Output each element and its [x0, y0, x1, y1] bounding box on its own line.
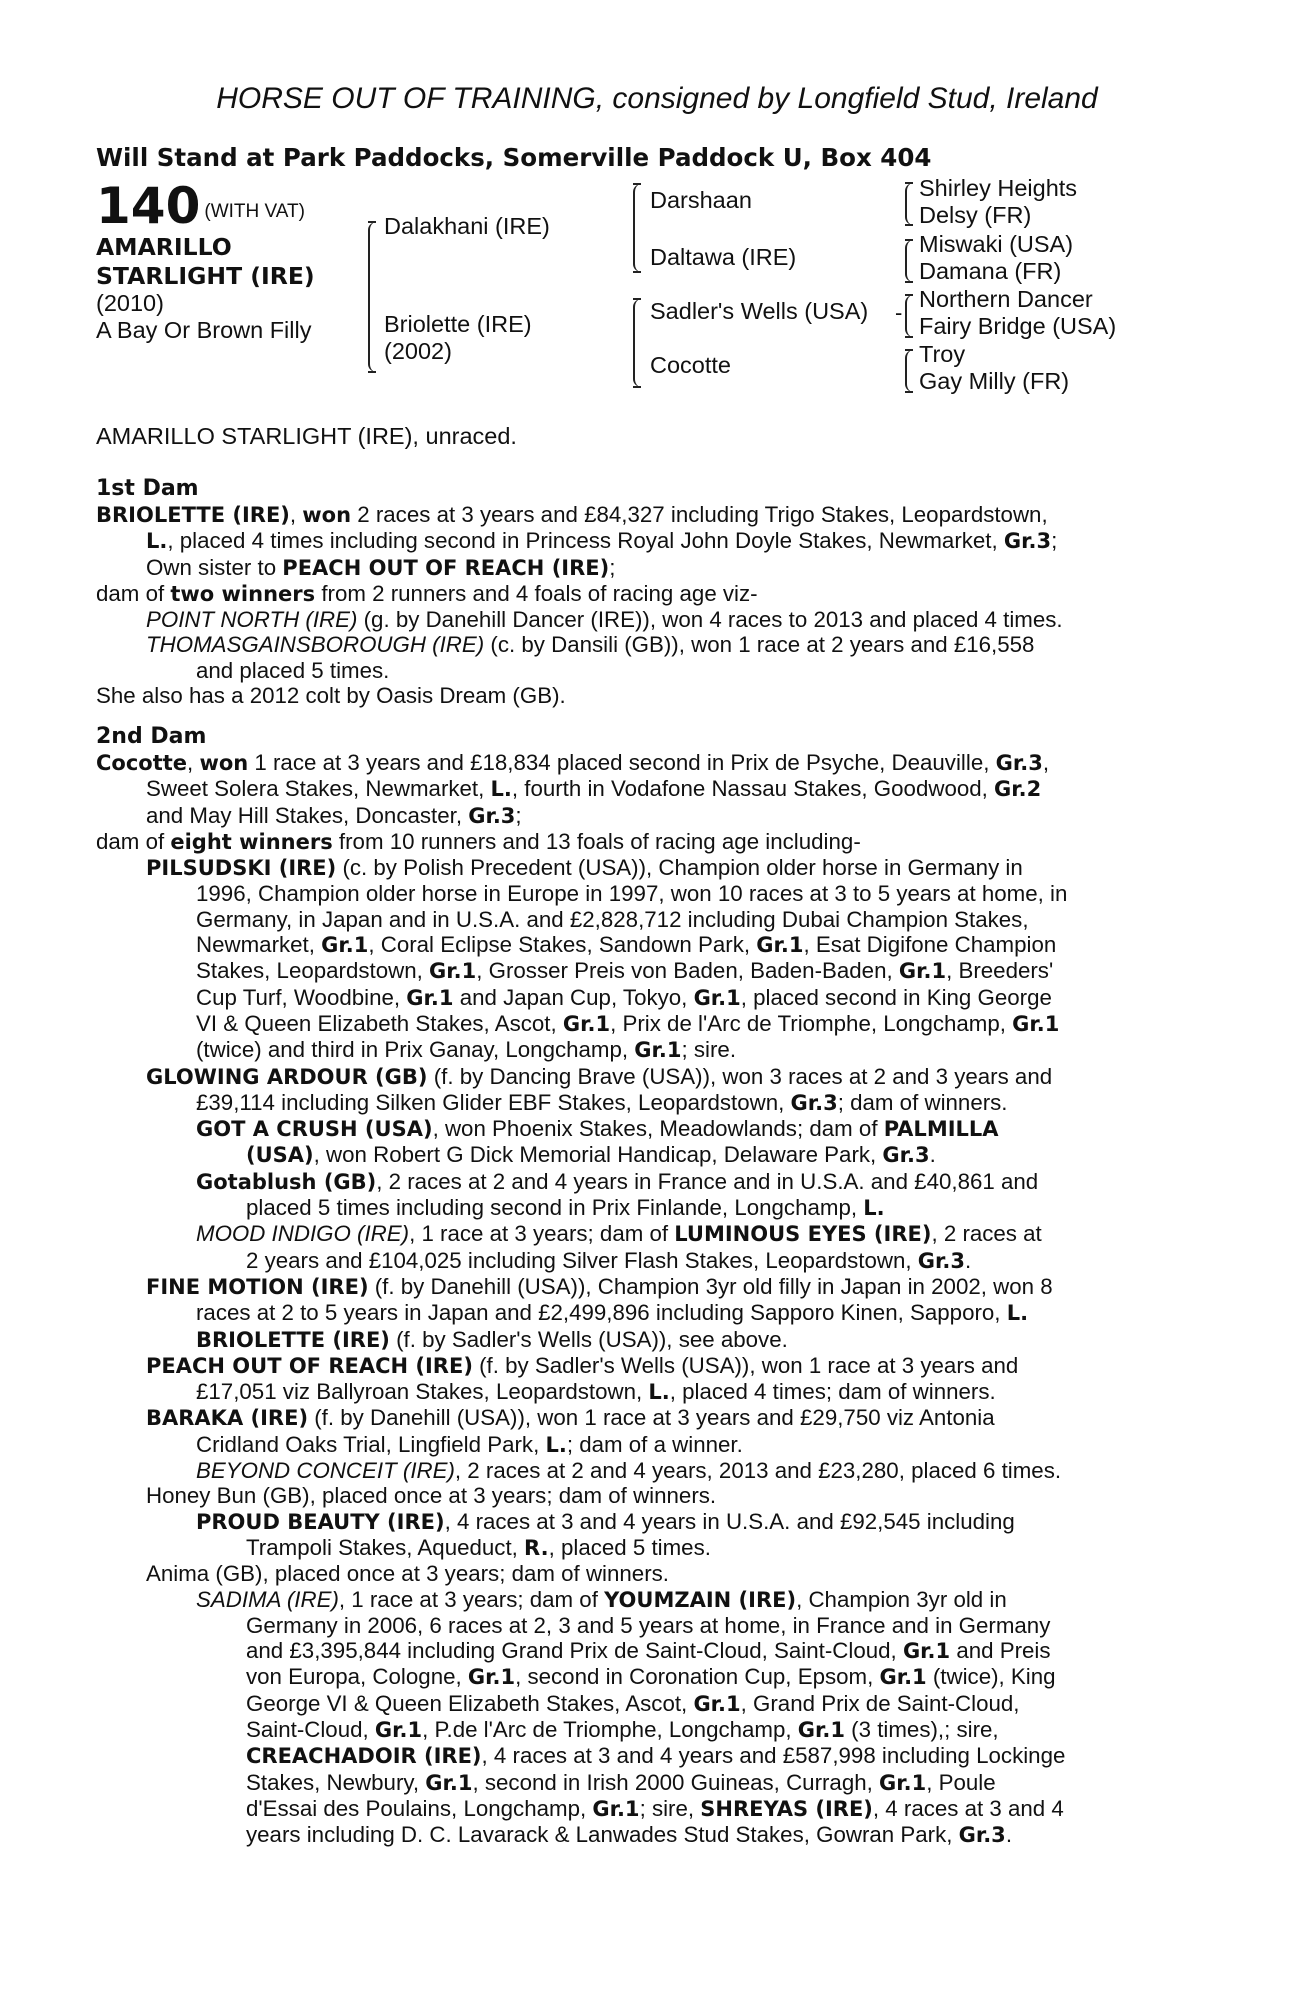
text-fragment: , Grand Prix de Saint-Cloud,	[740, 1690, 1020, 1716]
text-fragment: , placed 5 times.	[548, 1534, 711, 1560]
brace-connector: -	[895, 300, 903, 325]
text-fragment: George VI & Queen Elizabeth Stakes, Ascot,	[246, 1690, 694, 1716]
text-fragment: Cup Turf, Woodbine,	[196, 984, 407, 1010]
text-fragment: L.	[863, 1196, 885, 1221]
brace-sire-line	[633, 184, 641, 272]
text-fragment: two winners	[170, 581, 316, 606]
text-fragment: PEACH OUT OF REACH (IRE)	[146, 1353, 473, 1378]
text-fragment: ; dam of winners.	[837, 1089, 1008, 1115]
first-dam-heading: 1st Dam	[96, 476, 199, 501]
gen3-8: Gay Milly (FR)	[919, 368, 1070, 394]
text-fragment: POINT NORTH (IRE)	[146, 607, 358, 633]
second-dam-line	[96, 1064, 1206, 1090]
text-fragment: 1 race at 3 years and £18,834 placed second in Prix de Psyche, Deauville,	[248, 750, 996, 775]
first-dam-section	[96, 476, 1206, 708]
first-dam-line: BRIOLETTE (IRE), won 2 races at 3 years and £84,327 including Trigo Stakes, Leopardstown,	[96, 502, 1048, 527]
second-dam-line	[96, 803, 1206, 829]
text-fragment: Gr.1	[797, 1717, 845, 1742]
brace-daltawa	[905, 240, 913, 282]
text-fragment: dam of	[96, 580, 171, 606]
text-fragment: Gr.3	[995, 751, 1043, 775]
horse-year: (2010)	[96, 290, 164, 316]
second-dam-heading: 2nd Dam	[96, 724, 207, 749]
text-fragment: eight winners	[170, 829, 333, 854]
second-dam-line	[96, 1300, 1206, 1326]
text-fragment: ,	[1042, 750, 1050, 775]
second-dam-line	[96, 907, 1206, 932]
text-fragment: YOUMZAIN (IRE)	[604, 1587, 797, 1612]
unraced-note: AMARILLO STARLIGHT (IRE), unraced.	[96, 423, 517, 449]
text-fragment: Germany in 2006, 6 races at 2, 3 and 5 years at home, in France and in Germany	[246, 1612, 1051, 1638]
text-fragment: Gr.1	[406, 985, 454, 1010]
text-fragment: 2 years and £104,025 including Silver Flash Stakes, Leopardstown,	[246, 1247, 918, 1273]
text-fragment: PILSUDSKI (IRE)	[146, 856, 337, 881]
text-fragment: (f. by Sadler's Wells (USA)), see above.	[389, 1326, 788, 1352]
text-fragment: L.	[146, 529, 168, 554]
gen3-4: Damana (FR)	[919, 258, 1062, 284]
text-fragment: (f. by Sadler's Wells (USA)), won 1 race at 3 years and	[472, 1352, 1019, 1378]
text-fragment: Gr.1	[429, 959, 477, 984]
sire: Dalakhani (IRE)	[384, 213, 550, 239]
text-fragment: Gr.2	[994, 777, 1042, 802]
text-fragment: Gr.1	[879, 1665, 927, 1690]
text-fragment: Own sister to	[146, 554, 283, 580]
second-dam-line	[96, 1405, 1206, 1431]
text-fragment: (USA)	[246, 1143, 314, 1168]
text-fragment: from 2 runners and 4 foals of racing age viz-	[315, 580, 758, 606]
text-fragment: , P.de l'Arc de Triomphe, Longchamp,	[422, 1716, 798, 1742]
text-fragment: (g. by Danehill Dancer (IRE)), won 4 races to 2013 and placed 4 times.	[357, 607, 1063, 633]
text-fragment: Gr.1	[898, 959, 947, 984]
text-fragment: Newmarket,	[196, 932, 322, 958]
text-fragment: (f. by Danehill (USA)), Champion 3yr old filly in Japan in 2002, won 8	[368, 1273, 1053, 1299]
text-fragment: Anima (GB), placed once at 3 years; dam of winners.	[146, 1561, 669, 1587]
text-fragment: Cridland Oaks Trial, Lingfield Park,	[196, 1431, 546, 1457]
text-fragment: , won Robert G Dick Memorial Handicap, Delaware Park,	[313, 1142, 883, 1168]
second-dam-line	[96, 1509, 1206, 1535]
text-fragment: won	[302, 503, 352, 527]
gen3-6: Fairy Bridge (USA)	[919, 313, 1117, 339]
text-fragment: , 4 races at 3 and 4	[872, 1795, 1064, 1821]
text-fragment: R.	[524, 1535, 549, 1560]
second-dam-line	[96, 1717, 1206, 1743]
text-fragment: , placed 4 times including second in Princess Royal John Doyle Stakes, Newmarket,	[167, 528, 1004, 554]
text-fragment: d'Essai des Poulains, Longchamp,	[246, 1795, 593, 1821]
text-fragment: PROUD BEAUTY (IRE)	[196, 1509, 445, 1534]
sire-sire: Darshaan	[650, 187, 752, 213]
second-dam-line	[96, 1822, 1206, 1848]
text-fragment: ; sire,	[639, 1795, 701, 1821]
second-dam-line	[96, 1535, 1206, 1561]
second-dam-line	[96, 1169, 1206, 1195]
second-dam-line	[96, 881, 1206, 906]
text-fragment: PALMILLA	[883, 1117, 999, 1142]
second-dam-line	[96, 985, 1206, 1011]
text-fragment: , Prix de l'Arc de Triomphe, Longchamp,	[610, 1010, 1013, 1036]
text-fragment: , 1 race at 3 years; dam of	[338, 1586, 605, 1612]
text-fragment: Gr.1	[693, 1691, 741, 1716]
text-fragment: Cocotte	[96, 751, 188, 775]
second-dam-line	[96, 1587, 1206, 1613]
text-fragment: dam of	[96, 828, 171, 854]
text-fragment: , won Phoenix Stakes, Meadowlands; dam of	[432, 1116, 884, 1142]
text-fragment: GLOWING ARDOUR (GB)	[146, 1064, 428, 1089]
text-fragment: ; dam of a winner.	[566, 1431, 743, 1457]
second-dam-line	[96, 1327, 1206, 1353]
text-fragment: Trampoli Stakes, Aqueduct,	[246, 1534, 525, 1560]
horse-name	[96, 233, 315, 291]
text-fragment: , 2 races at 2 and 4 years, 2013 and £23,280, placed 6 times.	[454, 1458, 1062, 1484]
text-fragment: £17,051 viz Ballyroan Stakes, Leopardstown,	[196, 1379, 649, 1405]
brace-cocotte	[905, 350, 913, 392]
text-fragment: , 1 race at 3 years; dam of	[409, 1221, 675, 1247]
text-fragment: .	[965, 1247, 972, 1273]
text-fragment: Germany, in Japan and in U.S.A. and £2,828,712 including Dubai Champion Stakes,	[196, 906, 1029, 932]
text-fragment: , placed second in King George	[740, 984, 1052, 1010]
first-dam-line	[96, 658, 1206, 683]
second-dam-line	[96, 855, 1206, 881]
text-fragment: 2 races at 3 years and £84,327 including Trigo Stakes, Leopardstown,	[351, 502, 1048, 527]
text-fragment: THOMASGAINSBOROUGH (IRE)	[146, 632, 485, 658]
text-fragment: (3 times),; sire,	[844, 1716, 999, 1742]
second-dam-line	[96, 1770, 1206, 1796]
text-fragment: (c. by Dansili (GB)), won 1 race at 2 years and £16,558	[484, 632, 1035, 658]
sire-dam: Daltawa (IRE)	[650, 244, 797, 270]
second-dam-line	[96, 1664, 1206, 1690]
text-fragment: , Coral Eclipse Stakes, Sandown Park,	[368, 932, 757, 958]
first-dam-line	[96, 581, 1206, 607]
gen3-1: Shirley Heights	[919, 175, 1078, 201]
dam-sire: Sadler's Wells (USA)	[650, 298, 869, 324]
horse-name-line1: AMARILLO	[96, 233, 232, 261]
text-fragment: from 10 runners and 13 foals of racing age including-	[332, 828, 861, 854]
text-fragment: Gr.3	[917, 1248, 965, 1273]
text-fragment: , 2 races at	[931, 1221, 1042, 1247]
second-dam-line	[96, 1483, 1206, 1508]
text-fragment: ; sire.	[681, 1037, 737, 1063]
text-fragment: , Esat Digifone Champion	[803, 932, 1057, 958]
text-fragment: £39,114 including Silken Glider EBF Stakes, Leopardstown,	[196, 1089, 791, 1115]
first-dam-line	[96, 528, 1206, 554]
second-dam-line	[96, 1353, 1206, 1379]
text-fragment: Gr.3	[1003, 529, 1052, 554]
text-fragment: L.	[545, 1432, 567, 1457]
second-dam-line	[96, 1379, 1206, 1405]
text-fragment: Gr.1	[467, 1665, 516, 1690]
text-fragment: (f. by Danehill (USA)), won 1 race at 3 years and £29,750 viz Antonia	[308, 1405, 995, 1431]
text-fragment: Gr.3	[958, 1823, 1006, 1848]
first-dam-line	[96, 632, 1206, 657]
text-fragment: (twice) and third in Prix Ganay, Longchamp,	[196, 1037, 635, 1063]
dam-dam: Cocotte	[650, 352, 731, 378]
text-fragment: Gr.1	[902, 1639, 951, 1664]
second-dam-line	[96, 1638, 1206, 1664]
text-fragment: .	[929, 1142, 936, 1168]
second-dam-line	[96, 1221, 1206, 1247]
brace-darshaan	[905, 183, 913, 225]
brace-sadlers-wells	[905, 295, 913, 337]
text-fragment: VI & Queen Elizabeth Stakes, Ascot,	[196, 1010, 563, 1036]
text-fragment: Gr.1	[321, 933, 369, 958]
second-dam-line	[96, 1691, 1206, 1717]
text-fragment: Gr.1	[756, 933, 804, 958]
brace-generation-1	[368, 222, 376, 372]
second-dam-line	[96, 1142, 1206, 1168]
text-fragment: years including D. C. Lavarack & Lanwades Stud Stakes, Gowran Park,	[246, 1822, 959, 1848]
text-fragment: and Japan Cup, Tokyo,	[453, 984, 694, 1010]
text-fragment: races at 2 to 5 years in Japan and £2,499,896 including Sapporo Kinen, Sapporo,	[196, 1300, 1007, 1326]
text-fragment: Gr.3	[790, 1090, 838, 1115]
text-fragment: won	[199, 751, 249, 775]
second-dam-line	[96, 958, 1206, 984]
text-fragment: CREACHADOIR (IRE)	[246, 1744, 482, 1769]
second-dam-line	[96, 1796, 1206, 1822]
text-fragment: (twice), King	[926, 1664, 1056, 1690]
text-fragment: 1996, Champion older horse in Europe in 1997, won 10 races at 3 to 5 years at home, in	[196, 881, 1068, 907]
text-fragment: L.	[1006, 1301, 1029, 1326]
text-fragment: ;	[1051, 528, 1058, 554]
gen3-3: Miswaki (USA)	[919, 231, 1074, 257]
second-dam-line	[96, 1037, 1206, 1063]
gen3-2: Delsy (FR)	[919, 202, 1032, 228]
text-fragment: Gr.1	[693, 985, 741, 1010]
lot-number: 140	[96, 177, 201, 235]
second-dam-line	[96, 776, 1206, 802]
second-dam-line	[96, 1011, 1206, 1037]
text-fragment: Gotablush (GB)	[196, 1169, 377, 1194]
text-fragment: , 4 races at 3 and 4 years in U.S.A. and £92,545 including	[444, 1508, 1015, 1534]
text-fragment: Gr.1	[1012, 1011, 1060, 1036]
text-fragment: SADIMA (IRE)	[196, 1586, 339, 1612]
text-fragment: ;	[609, 554, 616, 580]
second-dam-line	[96, 829, 1206, 855]
text-fragment: LUMINOUS EYES (IRE)	[674, 1222, 932, 1247]
text-fragment: , second in Irish 2000 Guineas, Curragh,	[472, 1769, 880, 1795]
text-fragment: Gr.3	[468, 803, 516, 828]
text-fragment: Gr.1	[374, 1717, 423, 1742]
text-fragment: Stakes, Newbury,	[246, 1769, 426, 1795]
text-fragment: FINE MOTION (IRE)	[146, 1274, 369, 1299]
dam-year: (2002)	[384, 338, 452, 364]
text-fragment: BRIOLETTE (IRE)	[196, 1327, 390, 1352]
stand-location: Will Stand at Park Paddocks, Somerville Paddock U, Box 404	[96, 143, 932, 172]
text-fragment: Gr.1	[879, 1770, 927, 1795]
text-fragment: , Poule	[926, 1769, 996, 1795]
first-dam-line	[96, 607, 1206, 632]
text-fragment: , Grosser Preis von Baden, Baden-Baden,	[476, 958, 899, 984]
second-dam-line	[96, 1613, 1206, 1638]
second-dam-line	[96, 1458, 1206, 1483]
text-fragment: .	[1005, 1822, 1013, 1848]
text-fragment: Gr.1	[592, 1796, 640, 1821]
text-fragment: ,	[187, 750, 200, 775]
text-fragment: and Preis	[950, 1638, 1051, 1664]
second-dam-line	[96, 1743, 1206, 1769]
second-dam-line	[96, 1090, 1206, 1116]
text-fragment: placed 5 times including second in Prix Finlande, Longchamp,	[246, 1195, 864, 1221]
text-fragment: Saint-Cloud,	[246, 1716, 375, 1742]
second-dam-line	[96, 932, 1206, 958]
lot-number-block	[96, 177, 305, 235]
text-fragment: and placed 5 times.	[196, 657, 390, 683]
text-fragment: BRIOLETTE (IRE)	[96, 503, 290, 527]
text-fragment: GOT A CRUSH (USA)	[196, 1117, 433, 1142]
text-fragment: SHREYAS (IRE)	[700, 1796, 873, 1821]
first-dam-line	[96, 683, 1206, 708]
text-fragment: PEACH OUT OF REACH (IRE)	[282, 555, 610, 580]
text-fragment: , second in Coronation Cup, Epsom,	[515, 1664, 880, 1690]
second-dam-line	[96, 1116, 1206, 1142]
text-fragment: , 2 races at 2 and 4 years in France and in U.S.A. and £40,861 and	[376, 1168, 1039, 1194]
second-dam-line	[96, 1274, 1206, 1300]
text-fragment: Gr.1	[425, 1770, 473, 1795]
text-fragment: BEYOND CONCEIT (IRE)	[196, 1458, 455, 1484]
text-fragment: She also has a 2012 colt by Oasis Dream (GB).	[96, 683, 566, 709]
text-fragment: MOOD INDIGO (IRE)	[196, 1221, 410, 1247]
text-fragment: Sweet Solera Stakes, Newmarket,	[146, 776, 491, 802]
text-fragment: Honey Bun (GB), placed once at 3 years; dam of winners.	[146, 1483, 717, 1509]
text-fragment: (f. by Dancing Brave (USA)), won 3 races at 2 and 3 years and	[427, 1063, 1053, 1089]
text-fragment: Gr.1	[634, 1038, 682, 1063]
horse-name-line2: STARLIGHT (IRE)	[96, 262, 315, 290]
gen3-5: Northern Dancer	[919, 286, 1093, 312]
text-fragment: Gr.1	[562, 1011, 611, 1036]
text-fragment: ;	[515, 802, 522, 828]
second-dam-line	[96, 1432, 1206, 1458]
text-fragment: BARAKA (IRE)	[146, 1406, 309, 1431]
first-dam-line	[96, 555, 1206, 581]
second-dam-section	[96, 724, 1206, 1848]
text-fragment: Gr.3	[882, 1143, 930, 1168]
text-fragment: L.	[648, 1380, 670, 1405]
text-fragment: (c. by Polish Precedent (USA)), Champion older horse in Germany in	[336, 855, 1023, 881]
text-fragment: von Europa, Cologne,	[246, 1664, 468, 1690]
text-fragment: , placed 4 times; dam of winners.	[669, 1379, 996, 1405]
text-fragment: , Champion 3yr old in	[796, 1586, 1007, 1612]
text-fragment: L.	[490, 777, 512, 802]
dam: Briolette (IRE)	[384, 311, 532, 337]
text-fragment: , 4 races at 3 and 4 years and £587,998 including Lockinge	[481, 1743, 1066, 1769]
text-fragment: , fourth in Vodafone Nassau Stakes, Goodwood,	[511, 776, 995, 802]
text-fragment: and £3,395,844 including Grand Prix de Saint-Cloud, Saint-Cloud,	[246, 1638, 903, 1664]
second-dam-line	[96, 1248, 1206, 1274]
text-fragment: , Breeders'	[946, 958, 1054, 984]
second-dam-line	[96, 1561, 1206, 1586]
second-dam-line	[96, 750, 1206, 776]
horse-description: A Bay Or Brown Filly	[96, 317, 312, 343]
brace-dam-line	[633, 299, 641, 387]
text-fragment: and May Hill Stakes, Doncaster,	[146, 802, 469, 828]
catalogue-header: HORSE OUT OF TRAINING, consigned by Longfield Stud, Ireland	[216, 82, 1098, 115]
text-fragment: Stakes, Leopardstown,	[196, 958, 430, 984]
vat-note: (WITH VAT)	[204, 201, 305, 222]
gen3-7: Troy	[919, 341, 966, 367]
second-dam-line	[96, 1195, 1206, 1221]
